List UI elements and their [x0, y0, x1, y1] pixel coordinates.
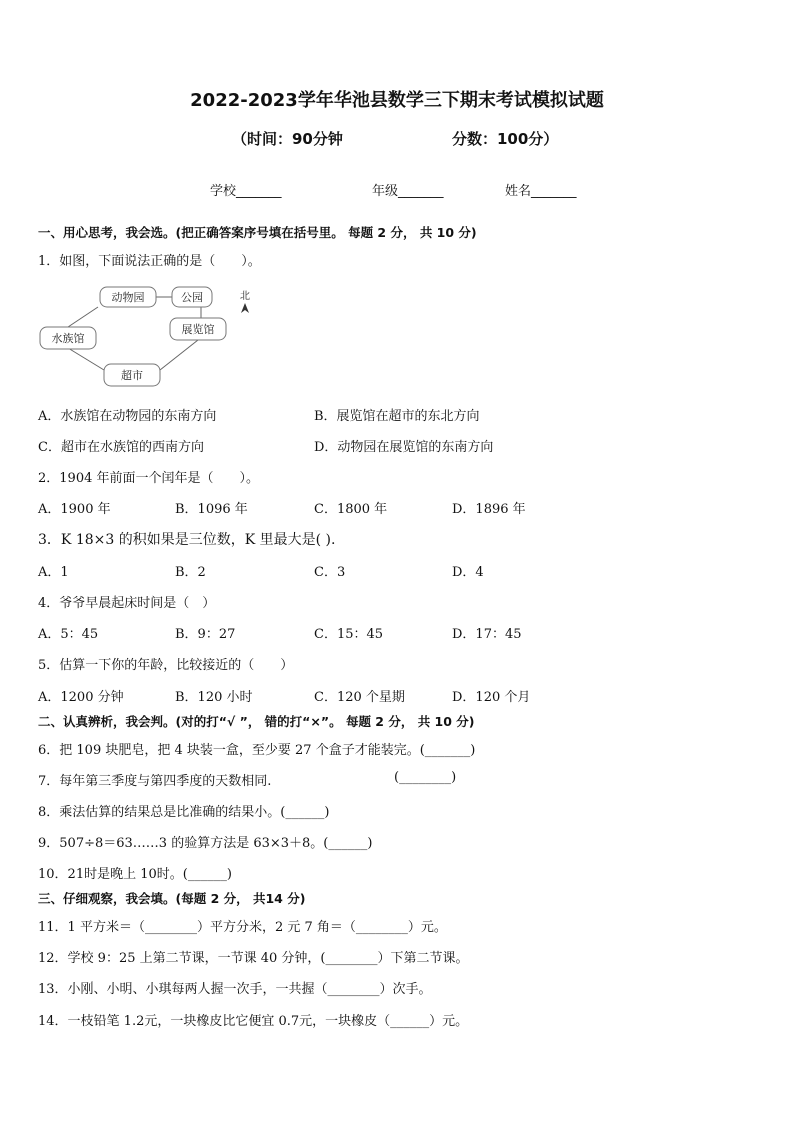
q11-stem: 11．1 平方米＝（________）平方分米，2 元 7 角＝（________）元。 [38, 920, 447, 935]
q10-stem: 10．21时是晚上 10时。(______) [38, 867, 232, 882]
q5-option-d: D．120 个月 [452, 690, 531, 705]
q2-option-b: B．1096 年 [175, 502, 248, 517]
exam-subtitle [0, 128, 794, 152]
map-label-zoo: 动物园 [111, 291, 145, 304]
q4-option-a: A．5：45 [38, 627, 99, 642]
map-road-market-exhibition [160, 340, 198, 370]
map-label-aquarium: 水族馆 [51, 332, 85, 345]
map-road-aquarium-market [68, 348, 104, 370]
q4-stem: 4．爷爷早晨起床时间是（ ） [38, 596, 216, 611]
direction-map [38, 282, 268, 390]
q3-option-c: C．3 [314, 565, 346, 580]
q2-option-c: C．1800 年 [314, 502, 388, 517]
q5-stem: 5．估算一下你的年龄，比较接近的（ ） [38, 658, 294, 673]
q1-option-c: C．超市在水族馆的西南方向 [38, 440, 204, 455]
q1-option-d: D．动物园在展览馆的东南方向 [314, 440, 494, 455]
map-label-market: 超市 [121, 369, 143, 382]
q3-option-d: D．4 [452, 565, 484, 580]
q5-option-b: B．120 小时 [175, 690, 253, 705]
section-3-heading: 三、仔细观察，我会填。(每题 2 分， 共14 分) [38, 891, 306, 906]
q14-stem: 14．一枝铅笔 1.2元，一块橡皮比它便宜 0.7元，一块橡皮（______）元。 [38, 1014, 469, 1029]
q1-stem: 1．如图，下面说法正确的是（ ）。 [38, 254, 261, 269]
section-2-heading: 二、认真辨析，我会判。(对的打“√ ”， 错的打“×”。 每题 2 分， 共 10 分) [38, 714, 475, 729]
name-field: 姓名_______ [505, 184, 577, 199]
section-1-heading: 一、用心思考，我会选。(把正确答案序号填在括号里。 每题 2 分， 共 10 分) [38, 225, 477, 240]
map-label-park: 公园 [181, 291, 203, 304]
q12-stem: 12．学校 9：25 上第二节课，一节课 40 分钟，(________）下第二节课。 [38, 951, 469, 966]
q3-option-a: A．1 [38, 565, 69, 580]
q13-stem: 13．小刚、小明、小琪每两人握一次手，一共握（________）次手。 [38, 982, 432, 997]
q4-option-c: C．15：45 [314, 627, 384, 642]
q5-option-c: C．120 个星期 [314, 690, 405, 705]
q2-option-d: D．1896 年 [452, 502, 526, 517]
q3-option-b: B．2 [175, 565, 206, 580]
map-road-zoo-aquarium [68, 307, 98, 327]
exam-score: 分数：100分） [452, 130, 559, 148]
q1-option-b: B．展览馆在超市的东北方向 [314, 409, 480, 424]
q8-stem: 8．乘法估算的结果总是比准确的结果小。(______) [38, 805, 330, 820]
q2-option-a: A．1900 年 [38, 502, 111, 517]
north-arrow-icon [241, 303, 249, 313]
q3-stem: 3．K 18×3 的积如果是三位数，K 里最大是( ). [38, 532, 336, 548]
q6-stem: 6．把 109 块肥皂，把 4 块装一盒，至少要 27 个盒子才能装完。(_______) [38, 743, 476, 758]
q4-option-d: D．17：45 [452, 627, 522, 642]
q1-option-a: A．水族馆在动物园的东南方向 [38, 409, 217, 424]
q5-option-a: A．1200 分钟 [38, 690, 124, 705]
q7-answer-blank: (________) [394, 770, 457, 785]
map-label-north: 北 [240, 291, 250, 302]
q7-stem: 7．每年第三季度与第四季度的天数相同. [38, 774, 272, 789]
map-label-exhibition: 展览馆 [181, 323, 215, 336]
grade-field: 年级_______ [372, 184, 444, 199]
exam-time: （时间：90分钟 [232, 130, 343, 148]
q9-stem: 9．507÷8＝63……3 的验算方法是 63×3＋8。(______) [38, 836, 373, 851]
q2-stem: 2．1904 年前面一个闰年是（ ）。 [38, 471, 259, 486]
school-field: 学校_______ [210, 184, 282, 199]
q4-option-b: B．9：27 [175, 627, 236, 642]
exam-title: 2022-2023学年华池县数学三下期末考试模拟试题 [190, 90, 604, 111]
